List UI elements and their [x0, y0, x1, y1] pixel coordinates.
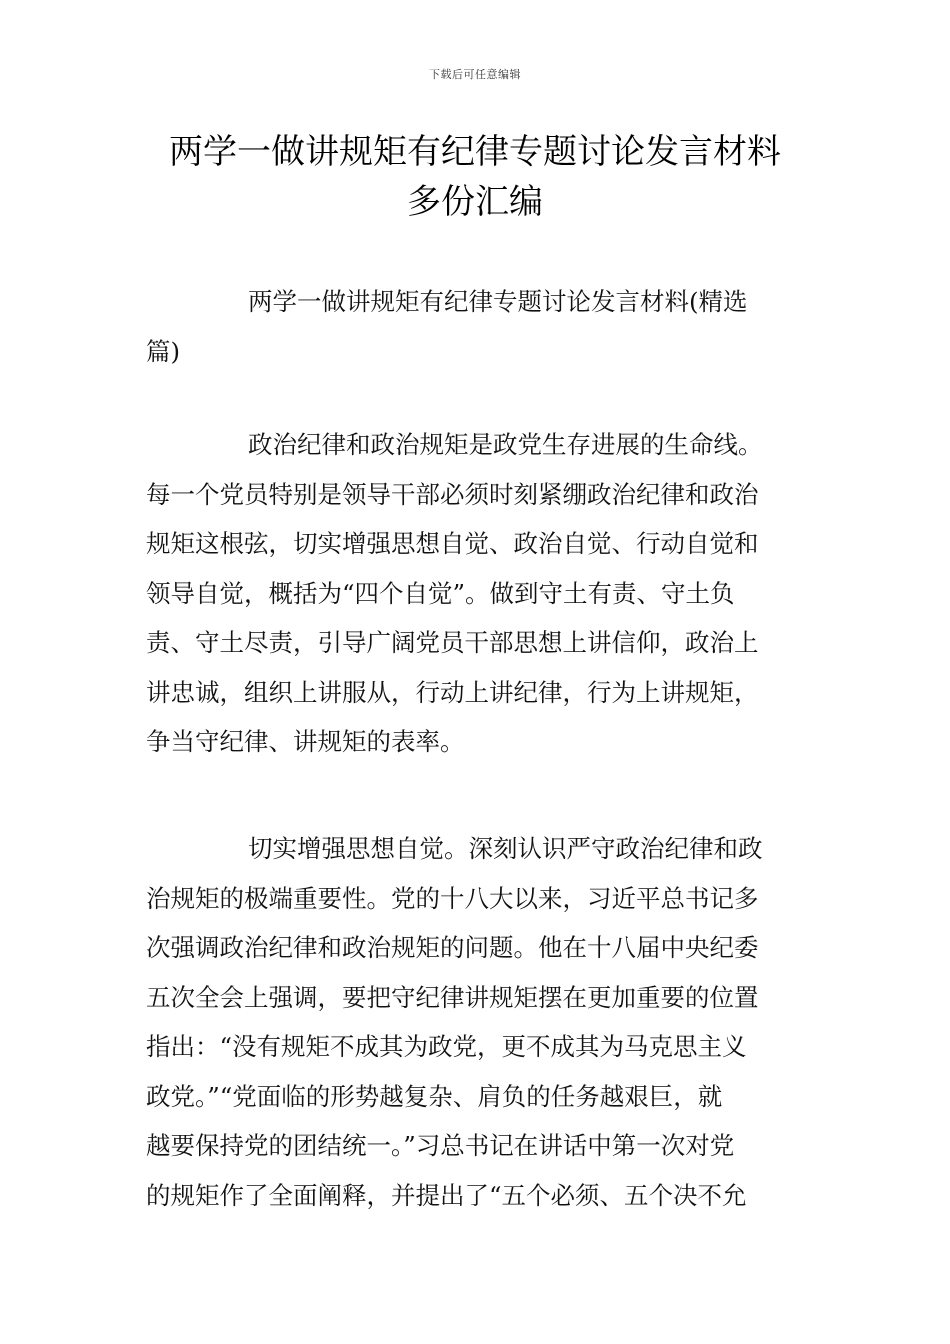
paragraph-line: 领导自觉，概括为“四个自觉”。做到守土有责、守土负 — [146, 578, 735, 608]
paragraph-line: 越要保持党的团结统一。”习总书记在讲话中第一次对党 — [146, 1131, 735, 1160]
paragraph-line: 篇) — [146, 336, 181, 366]
paragraph-line: 治规矩的极端重要性。党的十八大以来，习近平总书记多 — [146, 883, 759, 913]
paragraph-line: 责、守土尽责，引导广阔党员干部思想上讲信仰，政治上 — [146, 628, 759, 657]
paragraph-line: 五次全会上强调，要把守纪律讲规矩摆在更加重要的位置 — [146, 982, 759, 1012]
paragraph-line: 每一个党员特别是领导干部必须时刻紧绷政治纪律和政治 — [146, 479, 759, 509]
document-title — [120, 127, 830, 227]
paragraph-line: 次强调政治纪律和政治规矩的问题。他在十八届中央纪委 — [146, 933, 759, 962]
paragraph-line: 规矩这根弦，切实增强思想自觉、政治自觉、行动自觉和 — [146, 529, 759, 558]
paragraph-line: 争当守纪律、讲规矩的表率。 — [146, 727, 465, 756]
title-line: 两学一做讲规矩有纪律专题讨论发言材料 — [169, 132, 781, 172]
paragraph-line: 两学一做讲规矩有纪律专题讨论发言材料(精选 — [248, 287, 748, 316]
paragraph-line: 的规矩作了全面阐释，并提出了“五个必须、五个决不允 — [146, 1180, 747, 1210]
paragraph-line: 政党。”“党面临的形势越复杂、肩负的任务越艰巨，就 — [146, 1081, 723, 1111]
paragraph-line: 切实增强思想自觉。深刻认识严守政治纪律和政 — [248, 834, 763, 863]
paragraph-line: 指出：“没有规矩不成其为政党，更不成其为马克思主义 — [146, 1032, 747, 1061]
body-paragraph-2 — [146, 824, 808, 1220]
header-note: 下载后可任意编辑 — [429, 68, 521, 81]
paragraph-line: 讲忠诚，组织上讲服从，行动上讲纪律，行为上讲规矩， — [146, 677, 759, 707]
title-line: 多份汇编 — [407, 182, 543, 222]
paragraph-line: 政治纪律和政治规矩是政党生存进展的生命线。 — [248, 430, 763, 459]
body-paragraph-1 — [146, 420, 808, 767]
subtitle-paragraph — [146, 277, 808, 376]
